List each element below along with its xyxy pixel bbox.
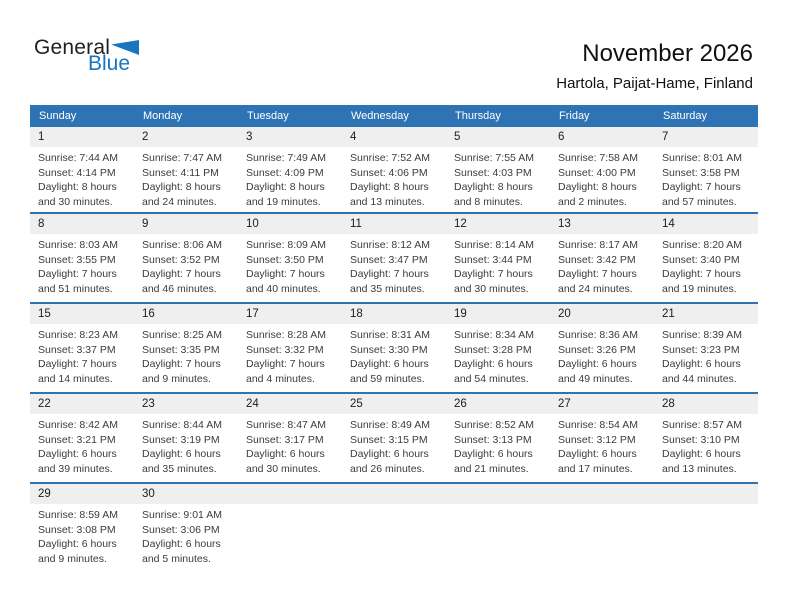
logo-text-general: General <box>34 36 111 59</box>
day-cell-25 <box>342 394 446 482</box>
day-number: 3 <box>238 127 342 147</box>
sunset-text: Sunset: 4:11 PM <box>142 166 219 179</box>
day-cell-15 <box>30 304 134 392</box>
calendar-table <box>30 105 758 572</box>
sunrise-text: Sunrise: 9:01 AM <box>142 509 222 521</box>
daylight-text: Daylight: 8 hours and 13 minutes. <box>350 181 429 209</box>
day-cell-19 <box>446 304 550 392</box>
sunrise-text: Sunrise: 8:12 AM <box>350 239 430 251</box>
day-details <box>550 147 654 210</box>
day-details <box>30 504 134 567</box>
sunrise-text: Sunrise: 8:01 AM <box>662 152 742 164</box>
daylight-text: Daylight: 6 hours and 54 minutes. <box>454 358 533 386</box>
day-details <box>134 324 238 387</box>
sunrise-text: Sunrise: 7:58 AM <box>558 152 638 164</box>
day-number: 2 <box>134 127 238 147</box>
logo-text-blue: Blue <box>88 52 131 75</box>
day-cell-18 <box>342 304 446 392</box>
day-number: 13 <box>550 214 654 234</box>
day-number: 12 <box>446 214 550 234</box>
day-details <box>550 414 654 477</box>
day-cell-27 <box>550 394 654 482</box>
day-number <box>238 484 342 504</box>
sunrise-text: Sunrise: 8:57 AM <box>662 419 742 431</box>
sunrise-text: Sunrise: 8:52 AM <box>454 419 534 431</box>
day-number <box>446 484 550 504</box>
daylight-text: Daylight: 8 hours and 24 minutes. <box>142 181 221 209</box>
day-number: 19 <box>446 304 550 324</box>
day-details <box>550 324 654 387</box>
day-number: 10 <box>238 214 342 234</box>
day-details <box>238 234 342 297</box>
day-number: 23 <box>134 394 238 414</box>
page-subtitle: Hartola, Paijat-Hame, Finland <box>556 75 753 92</box>
sunrise-text: Sunrise: 8:39 AM <box>662 329 742 341</box>
day-details <box>134 234 238 297</box>
daylight-text: Daylight: 6 hours and 35 minutes. <box>142 448 221 476</box>
daylight-text: Daylight: 6 hours and 17 minutes. <box>558 448 637 476</box>
weekday-header-friday: Friday <box>559 110 590 122</box>
sunrise-text: Sunrise: 8:17 AM <box>558 239 638 251</box>
day-details <box>446 324 550 387</box>
sunset-text: Sunset: 3:10 PM <box>662 433 740 446</box>
weekday-header-sunday: Sunday <box>39 110 77 122</box>
daylight-text: Daylight: 6 hours and 5 minutes. <box>142 538 221 566</box>
day-details <box>446 414 550 477</box>
daylight-text: Daylight: 6 hours and 26 minutes. <box>350 448 429 476</box>
sunset-text: Sunset: 3:58 PM <box>662 166 740 179</box>
day-details <box>550 234 654 297</box>
sunset-text: Sunset: 3:19 PM <box>142 433 220 446</box>
day-number: 17 <box>238 304 342 324</box>
daylight-text: Daylight: 7 hours and 14 minutes. <box>38 358 117 386</box>
day-number: 16 <box>134 304 238 324</box>
daylight-text: Daylight: 6 hours and 39 minutes. <box>38 448 117 476</box>
sunrise-text: Sunrise: 8:54 AM <box>558 419 638 431</box>
day-details <box>30 234 134 297</box>
daylight-text: Daylight: 7 hours and 35 minutes. <box>350 268 429 296</box>
day-cell-empty <box>550 484 654 572</box>
weekday-header-row <box>30 105 758 127</box>
sunrise-text: Sunrise: 7:44 AM <box>38 152 118 164</box>
day-number: 7 <box>654 127 758 147</box>
sunrise-text: Sunrise: 7:52 AM <box>350 152 430 164</box>
day-cell-30 <box>134 484 238 572</box>
day-details <box>446 147 550 210</box>
daylight-text: Daylight: 7 hours and 57 minutes. <box>662 181 741 209</box>
sunset-text: Sunset: 3:40 PM <box>662 253 740 266</box>
sunset-text: Sunset: 3:30 PM <box>350 343 428 356</box>
daylight-text: Daylight: 6 hours and 30 minutes. <box>246 448 325 476</box>
day-details <box>342 147 446 210</box>
day-number: 18 <box>342 304 446 324</box>
sunset-text: Sunset: 3:52 PM <box>142 253 220 266</box>
daylight-text: Daylight: 7 hours and 40 minutes. <box>246 268 325 296</box>
day-number: 20 <box>550 304 654 324</box>
day-number: 27 <box>550 394 654 414</box>
sunset-text: Sunset: 3:13 PM <box>454 433 532 446</box>
sunset-text: Sunset: 4:06 PM <box>350 166 428 179</box>
day-number: 8 <box>30 214 134 234</box>
sunrise-text: Sunrise: 7:47 AM <box>142 152 222 164</box>
day-cell-23 <box>134 394 238 482</box>
day-number: 5 <box>446 127 550 147</box>
general-blue-logo <box>34 38 164 73</box>
sunrise-text: Sunrise: 8:09 AM <box>246 239 326 251</box>
sunrise-text: Sunrise: 8:49 AM <box>350 419 430 431</box>
sunset-text: Sunset: 3:42 PM <box>558 253 636 266</box>
day-cell-empty <box>238 484 342 572</box>
weekday-header-thursday: Thursday <box>455 110 501 122</box>
daylight-text: Daylight: 8 hours and 8 minutes. <box>454 181 533 209</box>
day-details <box>654 147 758 210</box>
daylight-text: Daylight: 7 hours and 4 minutes. <box>246 358 325 386</box>
daylight-text: Daylight: 7 hours and 19 minutes. <box>662 268 741 296</box>
sunrise-text: Sunrise: 7:55 AM <box>454 152 534 164</box>
sunset-text: Sunset: 3:26 PM <box>558 343 636 356</box>
day-details <box>342 324 446 387</box>
day-cell-9 <box>134 214 238 302</box>
sunset-text: Sunset: 3:08 PM <box>38 523 116 536</box>
sunrise-text: Sunrise: 8:42 AM <box>38 419 118 431</box>
day-cell-empty <box>342 484 446 572</box>
day-cell-28 <box>654 394 758 482</box>
day-details <box>654 414 758 477</box>
sunset-text: Sunset: 3:12 PM <box>558 433 636 446</box>
day-cell-22 <box>30 394 134 482</box>
sunset-text: Sunset: 3:50 PM <box>246 253 324 266</box>
day-cell-10 <box>238 214 342 302</box>
sunset-text: Sunset: 3:47 PM <box>350 253 428 266</box>
day-number: 15 <box>30 304 134 324</box>
day-number: 6 <box>550 127 654 147</box>
sunset-text: Sunset: 4:14 PM <box>38 166 116 179</box>
day-cell-24 <box>238 394 342 482</box>
day-number: 30 <box>134 484 238 504</box>
day-cell-21 <box>654 304 758 392</box>
sunset-text: Sunset: 3:21 PM <box>38 433 116 446</box>
day-cell-7 <box>654 127 758 212</box>
sunrise-text: Sunrise: 8:03 AM <box>38 239 118 251</box>
day-cell-12 <box>446 214 550 302</box>
day-cell-29 <box>30 484 134 572</box>
daylight-text: Daylight: 7 hours and 30 minutes. <box>454 268 533 296</box>
day-details <box>654 324 758 387</box>
day-details <box>134 147 238 210</box>
day-cell-4 <box>342 127 446 212</box>
daylight-text: Daylight: 7 hours and 46 minutes. <box>142 268 221 296</box>
day-number: 29 <box>30 484 134 504</box>
daylight-text: Daylight: 6 hours and 13 minutes. <box>662 448 741 476</box>
sunrise-text: Sunrise: 8:47 AM <box>246 419 326 431</box>
weekday-header-tuesday: Tuesday <box>247 110 289 122</box>
week-row <box>30 127 758 212</box>
title-block <box>556 40 753 93</box>
week-row <box>30 302 758 392</box>
daylight-text: Daylight: 8 hours and 19 minutes. <box>246 181 325 209</box>
sunrise-text: Sunrise: 8:34 AM <box>454 329 534 341</box>
day-details <box>446 234 550 297</box>
sunrise-text: Sunrise: 8:44 AM <box>142 419 222 431</box>
sunrise-text: Sunrise: 8:23 AM <box>38 329 118 341</box>
daylight-text: Daylight: 7 hours and 24 minutes. <box>558 268 637 296</box>
day-number: 21 <box>654 304 758 324</box>
day-details <box>134 504 238 567</box>
daylight-text: Daylight: 6 hours and 59 minutes. <box>350 358 429 386</box>
day-number: 24 <box>238 394 342 414</box>
sunrise-text: Sunrise: 8:06 AM <box>142 239 222 251</box>
week-row <box>30 212 758 302</box>
day-details <box>238 414 342 477</box>
day-details <box>30 147 134 210</box>
day-details <box>342 234 446 297</box>
day-cell-20 <box>550 304 654 392</box>
sunrise-text: Sunrise: 8:25 AM <box>142 329 222 341</box>
day-number <box>550 484 654 504</box>
day-cell-6 <box>550 127 654 212</box>
day-cell-empty <box>654 484 758 572</box>
day-number <box>342 484 446 504</box>
daylight-text: Daylight: 7 hours and 9 minutes. <box>142 358 221 386</box>
daylight-text: Daylight: 6 hours and 21 minutes. <box>454 448 533 476</box>
sunset-text: Sunset: 3:17 PM <box>246 433 324 446</box>
day-cell-11 <box>342 214 446 302</box>
day-cell-26 <box>446 394 550 482</box>
day-number: 22 <box>30 394 134 414</box>
day-number <box>654 484 758 504</box>
day-number: 26 <box>446 394 550 414</box>
day-cell-3 <box>238 127 342 212</box>
day-cell-2 <box>134 127 238 212</box>
day-number: 11 <box>342 214 446 234</box>
sunset-text: Sunset: 3:44 PM <box>454 253 532 266</box>
day-details <box>134 414 238 477</box>
sunset-text: Sunset: 3:35 PM <box>142 343 220 356</box>
day-number: 4 <box>342 127 446 147</box>
sunset-text: Sunset: 3:55 PM <box>38 253 116 266</box>
day-number: 14 <box>654 214 758 234</box>
sunset-text: Sunset: 3:32 PM <box>246 343 324 356</box>
day-details <box>238 324 342 387</box>
sunset-text: Sunset: 3:23 PM <box>662 343 740 356</box>
day-cell-13 <box>550 214 654 302</box>
day-cell-8 <box>30 214 134 302</box>
sunset-text: Sunset: 3:06 PM <box>142 523 220 536</box>
day-cell-14 <box>654 214 758 302</box>
day-cell-5 <box>446 127 550 212</box>
day-cell-empty <box>446 484 550 572</box>
week-row <box>30 392 758 482</box>
day-number: 9 <box>134 214 238 234</box>
day-details <box>30 414 134 477</box>
weekday-header-monday: Monday <box>143 110 183 122</box>
week-row <box>30 482 758 572</box>
weekday-header-wednesday: Wednesday <box>351 110 409 122</box>
sunrise-text: Sunrise: 8:14 AM <box>454 239 534 251</box>
sunset-text: Sunset: 4:09 PM <box>246 166 324 179</box>
daylight-text: Daylight: 7 hours and 51 minutes. <box>38 268 117 296</box>
page-title: November 2026 <box>582 40 753 67</box>
sunset-text: Sunset: 4:03 PM <box>454 166 532 179</box>
daylight-text: Daylight: 8 hours and 30 minutes. <box>38 181 117 209</box>
day-details <box>238 147 342 210</box>
weekday-header-saturday: Saturday <box>663 110 708 122</box>
sunrise-text: Sunrise: 8:20 AM <box>662 239 742 251</box>
sunset-text: Sunset: 4:00 PM <box>558 166 636 179</box>
sunset-text: Sunset: 3:37 PM <box>38 343 116 356</box>
daylight-text: Daylight: 6 hours and 9 minutes. <box>38 538 117 566</box>
daylight-text: Daylight: 6 hours and 44 minutes. <box>662 358 741 386</box>
sunrise-text: Sunrise: 8:36 AM <box>558 329 638 341</box>
day-number: 1 <box>30 127 134 147</box>
sunset-text: Sunset: 3:15 PM <box>350 433 428 446</box>
day-cell-17 <box>238 304 342 392</box>
day-cell-1 <box>30 127 134 212</box>
day-cell-16 <box>134 304 238 392</box>
day-details <box>654 234 758 297</box>
daylight-text: Daylight: 6 hours and 49 minutes. <box>558 358 637 386</box>
sunrise-text: Sunrise: 7:49 AM <box>246 152 326 164</box>
day-details <box>342 414 446 477</box>
day-details <box>30 324 134 387</box>
sunrise-text: Sunrise: 8:31 AM <box>350 329 430 341</box>
sunset-text: Sunset: 3:28 PM <box>454 343 532 356</box>
day-number: 28 <box>654 394 758 414</box>
sunrise-text: Sunrise: 8:59 AM <box>38 509 118 521</box>
sunrise-text: Sunrise: 8:28 AM <box>246 329 326 341</box>
day-number: 25 <box>342 394 446 414</box>
daylight-text: Daylight: 8 hours and 2 minutes. <box>558 181 637 209</box>
